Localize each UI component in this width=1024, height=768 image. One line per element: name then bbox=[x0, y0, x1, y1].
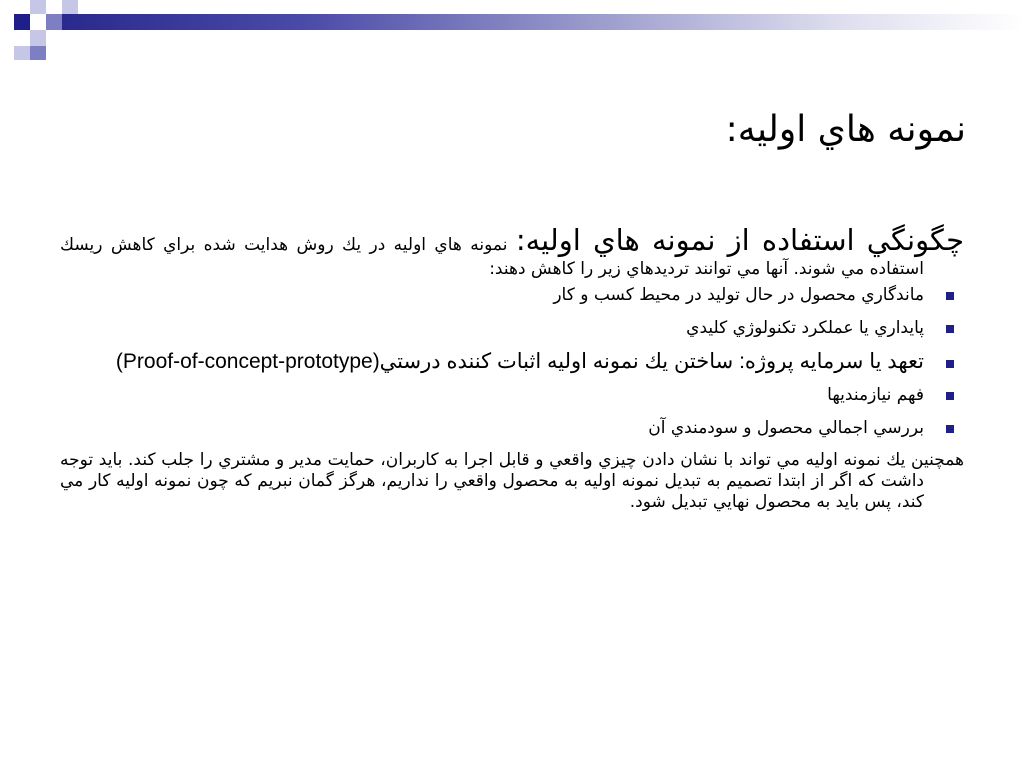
corner-square-light bbox=[30, 30, 46, 46]
corner-square-light bbox=[30, 0, 46, 14]
corner-square-dark bbox=[14, 14, 30, 30]
slide-title: نمونه هاي اوليه: bbox=[725, 109, 966, 150]
square-bullet-icon bbox=[946, 325, 954, 333]
corner-square-mid bbox=[46, 14, 62, 30]
intro-paragraph bbox=[60, 222, 964, 280]
corner-square-light bbox=[62, 0, 78, 14]
list-item bbox=[60, 284, 924, 306]
list-item bbox=[60, 417, 924, 439]
corner-square-mid bbox=[30, 46, 46, 60]
closing-paragraph: همچنين يك نمونه اوليه مي تواند با نشان دادن چيزي واقعي و قابل اجرا به كاربران، حمايت مدير و مشتري را جلب كند. بايد توجه داشت كه اگر از ابتدا تصميم به تبديل نمونه اوليه به محصول واقعي را نداريم، هرگز گمان نبريم كه چون نمونه اوليه كار مي كند، پس بايد به محصول نهايي تبديل شود. bbox=[60, 450, 964, 512]
list-item bbox=[60, 317, 924, 339]
intro-text: نمونه هاي اوليه در يك روش هدايت شده براي كاهش ريسك استفاده مي شوند. آنها مي توانند ترديدهاي زير را كاهش دهند: bbox=[60, 235, 924, 279]
header-gradient-band bbox=[62, 14, 1024, 30]
list-item-text: تعهد يا سرمايه پروژه: ساختن يك نمونه اوليه اثبات كننده درستي(Proof-of-concept-prototype) bbox=[115, 350, 924, 373]
square-bullet-icon bbox=[946, 292, 954, 300]
list-item bbox=[60, 350, 924, 374]
list-item-text: ماندگاري محصول در حال توليد در محيط كسب و كار bbox=[553, 285, 924, 305]
intro-heading: چگونگي استفاده از نمونه هاي اوليه: bbox=[515, 223, 964, 257]
square-bullet-icon bbox=[946, 392, 954, 400]
list-item-text: بررسي اجمالي محصول و سودمندي آن bbox=[648, 418, 924, 438]
list-item-text: فهم نيازمنديها bbox=[827, 385, 924, 405]
corner-square-light bbox=[14, 46, 30, 60]
bullet-list bbox=[60, 284, 964, 439]
list-item-text: پايداري يا عملكرد تكنولوژي كليدي bbox=[686, 318, 924, 338]
slide-body bbox=[60, 222, 964, 513]
square-bullet-icon bbox=[946, 425, 954, 433]
list-item bbox=[60, 384, 924, 406]
square-bullet-icon bbox=[946, 360, 954, 368]
